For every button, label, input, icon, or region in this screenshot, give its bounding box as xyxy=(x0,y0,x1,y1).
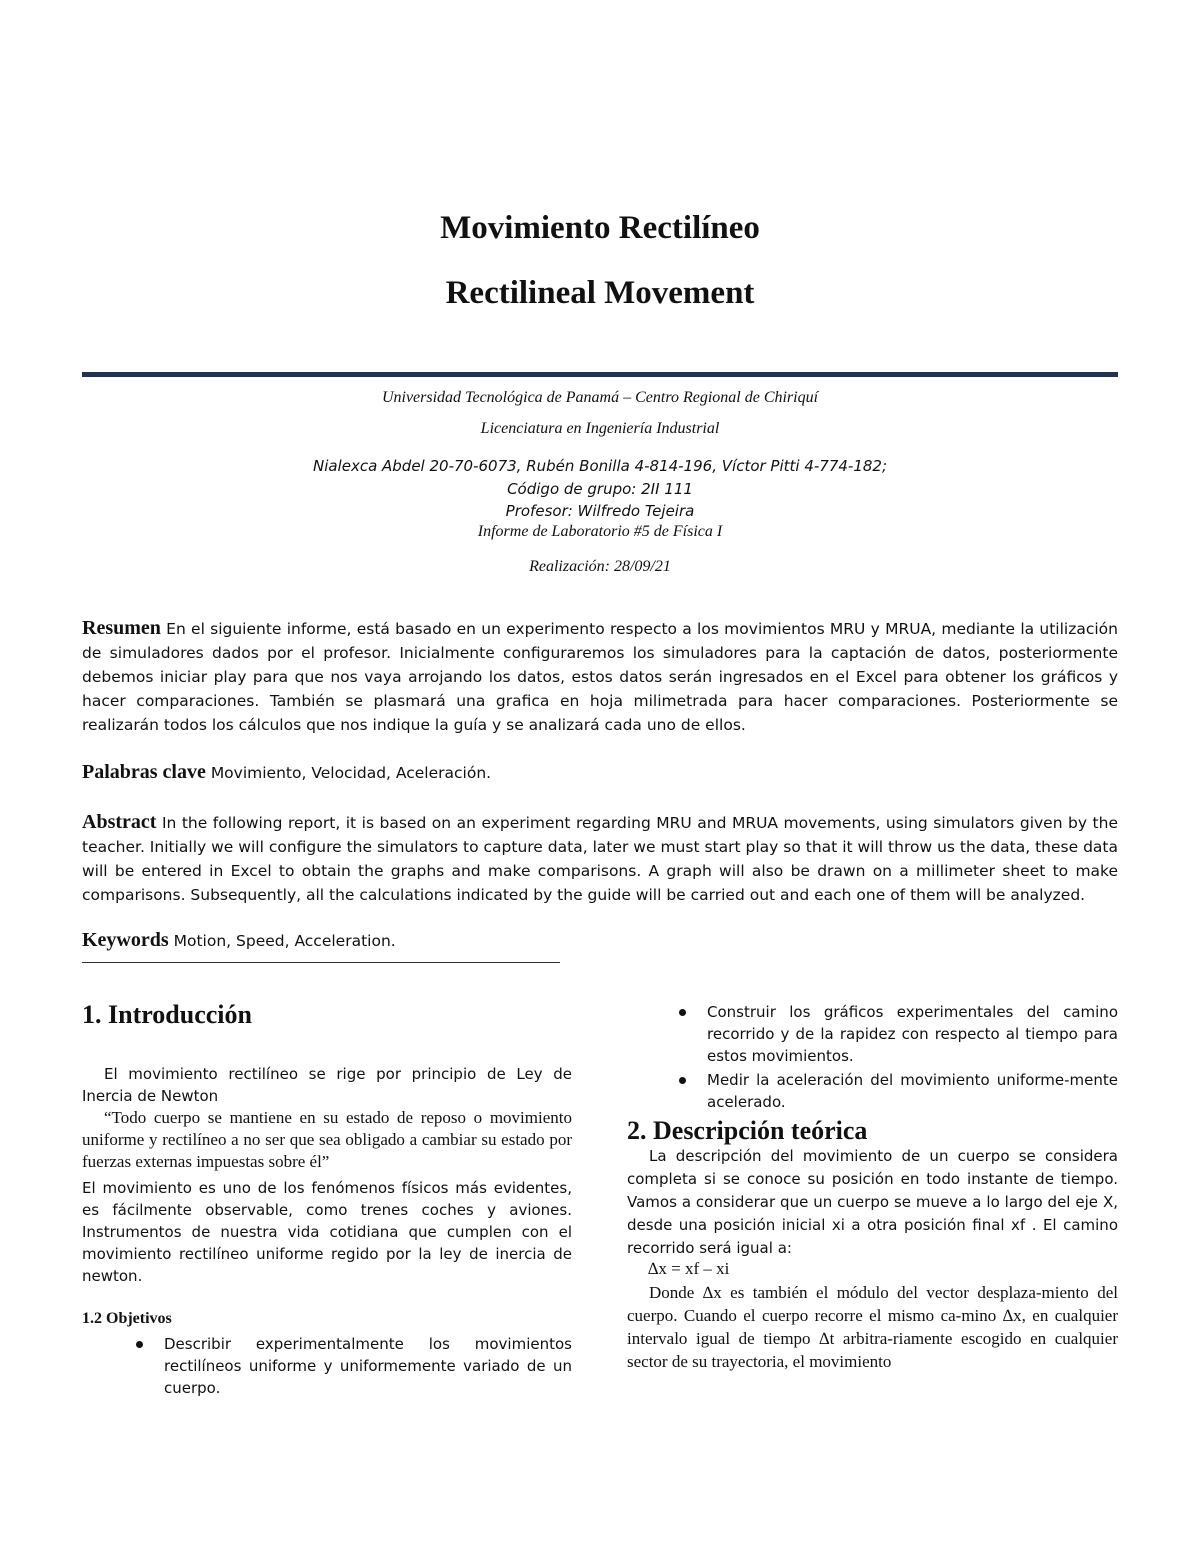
title-spanish: Movimiento Rectilíneo xyxy=(440,210,760,246)
objetivos-list xyxy=(132,1333,572,1399)
introduccion-quote: “Todo cuerpo se mantiene en su estado de reposo o movimiento uniforme y rectilíneo a no ser que sea obligado a cambiar su estado por fuerzas externas impuestas sobre él” xyxy=(82,1108,572,1171)
section-divider xyxy=(82,962,560,963)
descripcion-paragraph-1: La descripción del movimiento de un cuerpo se considera completa si se conoce su posición en todo instante de tiempo. Vamos a considerar que un cuerpo se mueve a lo largo del eje X, desde una posición inicial xi a otra posición final xf . El camino recorrido será igual a: xyxy=(627,1147,1118,1257)
title-divider xyxy=(82,372,1118,377)
affiliation-university: Universidad Tecnológica de Panamá – Centro Regional de Chiriquí xyxy=(381,389,819,406)
palabras-clave-label: Palabras clave xyxy=(82,761,206,783)
resumen-paragraph xyxy=(82,616,1118,737)
resumen-text: En el siguiente informe, está basado en un experimento respecto a los movimientos MRU y MRUA, mediante la utilización de simuladores dados por el profesor. Inicialmente configuraremos los simuladores para la captación de datos, posteriormente debemos iniciar play para que nos vaya arrojando los datos, estos datos serán ingresados en el Excel para obtener los gráficos y hacer comparaciones. También se plasmará una grafica en hoja milimetrada para hacer comparaciones. Posteriormente se realizarán todos los cálculos que nos indique la guía y se analizará cada uno de ellos. xyxy=(82,620,1118,734)
keywords-paragraph xyxy=(82,928,1118,953)
palabras-clave-paragraph xyxy=(82,760,1118,785)
affiliation-degree: Licenciatura en Ingeniería Industrial xyxy=(480,420,720,437)
list-item: Medir la aceleración del movimiento uniforme-mente acelerado. xyxy=(675,1069,1118,1113)
keywords-text: Motion, Speed, Acceleration. xyxy=(173,932,396,950)
affiliation-report: Informe de Laboratorio #5 de Física I xyxy=(477,523,723,540)
bullet-icon xyxy=(136,1341,143,1348)
descripcion-paragraph-2: Donde ∆x es también el módulo del vector desplaza-miento del cuerpo. Cuando el cuerpo recorre el mismo ca-mino ∆x, en cualquier intervalo igual de tiempo ∆t arbitra-riamente escogido en cualquier sector de su trayectoria, el movimiento xyxy=(627,1283,1118,1371)
keywords-label: Keywords xyxy=(82,929,169,951)
introduccion-heading: 1. Introducción xyxy=(82,1000,252,1029)
introduccion-paragraph-1: El movimiento rectilíneo se rige por principio de Ley de Inercia de Newton xyxy=(82,1065,572,1105)
abstract-paragraph xyxy=(82,810,1118,907)
list-item: Construir los gráficos experimentales del camino recorrido y de la rapidez con respecto al tiempo para estos movimientos. xyxy=(675,1001,1118,1067)
bullet-icon xyxy=(679,1077,686,1084)
affiliation-group-code: Código de grupo: 2II 111 xyxy=(507,480,693,498)
list-item: Describir experimentalmente los movimientos rectilíneos uniforme y uniformemente variado de un cuerpo. xyxy=(132,1333,572,1399)
descripcion-equation: ∆x = xf – xi xyxy=(648,1259,730,1278)
abstract-label: Abstract xyxy=(82,811,157,833)
resumen-label: Resumen xyxy=(82,617,161,639)
palabras-clave-text: Movimiento, Velocidad, Aceleración. xyxy=(210,764,492,782)
affiliation-professor: Profesor: Wilfredo Tejeira xyxy=(505,502,695,520)
descripcion-heading: 2. Descripción teórica xyxy=(627,1116,868,1145)
affiliation-date: Realización: 28/09/21 xyxy=(529,558,671,575)
bullet-icon xyxy=(679,1009,686,1016)
objetivos-list-continued xyxy=(675,1001,1118,1115)
title-english: Rectilineal Movement xyxy=(445,275,755,311)
objetivos-heading: 1.2 Objetivos xyxy=(82,1310,172,1327)
abstract-text: In the following report, it is based on an experiment regarding MRU and MRUA movements, using simulators given by the teacher. Initially we will configure the simulators to capture data, later we must start play so that it will throw us the data, these data will be entered in Excel to obtain the graphs and make comparisons. A graph will also be drawn on a millimeter sheet to make comparisons. Subsequently, all the calculations indicated by the guide will be carried out and each one of them will be analyzed. xyxy=(82,814,1118,904)
affiliation-authors: Nialexca Abdel 20-70-6073, Rubén Bonilla 4-814-196, Víctor Pitti 4-774-182; xyxy=(312,457,888,475)
introduccion-paragraph-2: El movimiento es uno de los fenómenos físicos más evidentes, es fácilmente observable, como trenes coches y aviones. Instrumentos de nuestra vida cotidiana que cumplen con el movimiento rectilíneo uniforme regido por la ley de inercia de newton. xyxy=(82,1179,572,1285)
